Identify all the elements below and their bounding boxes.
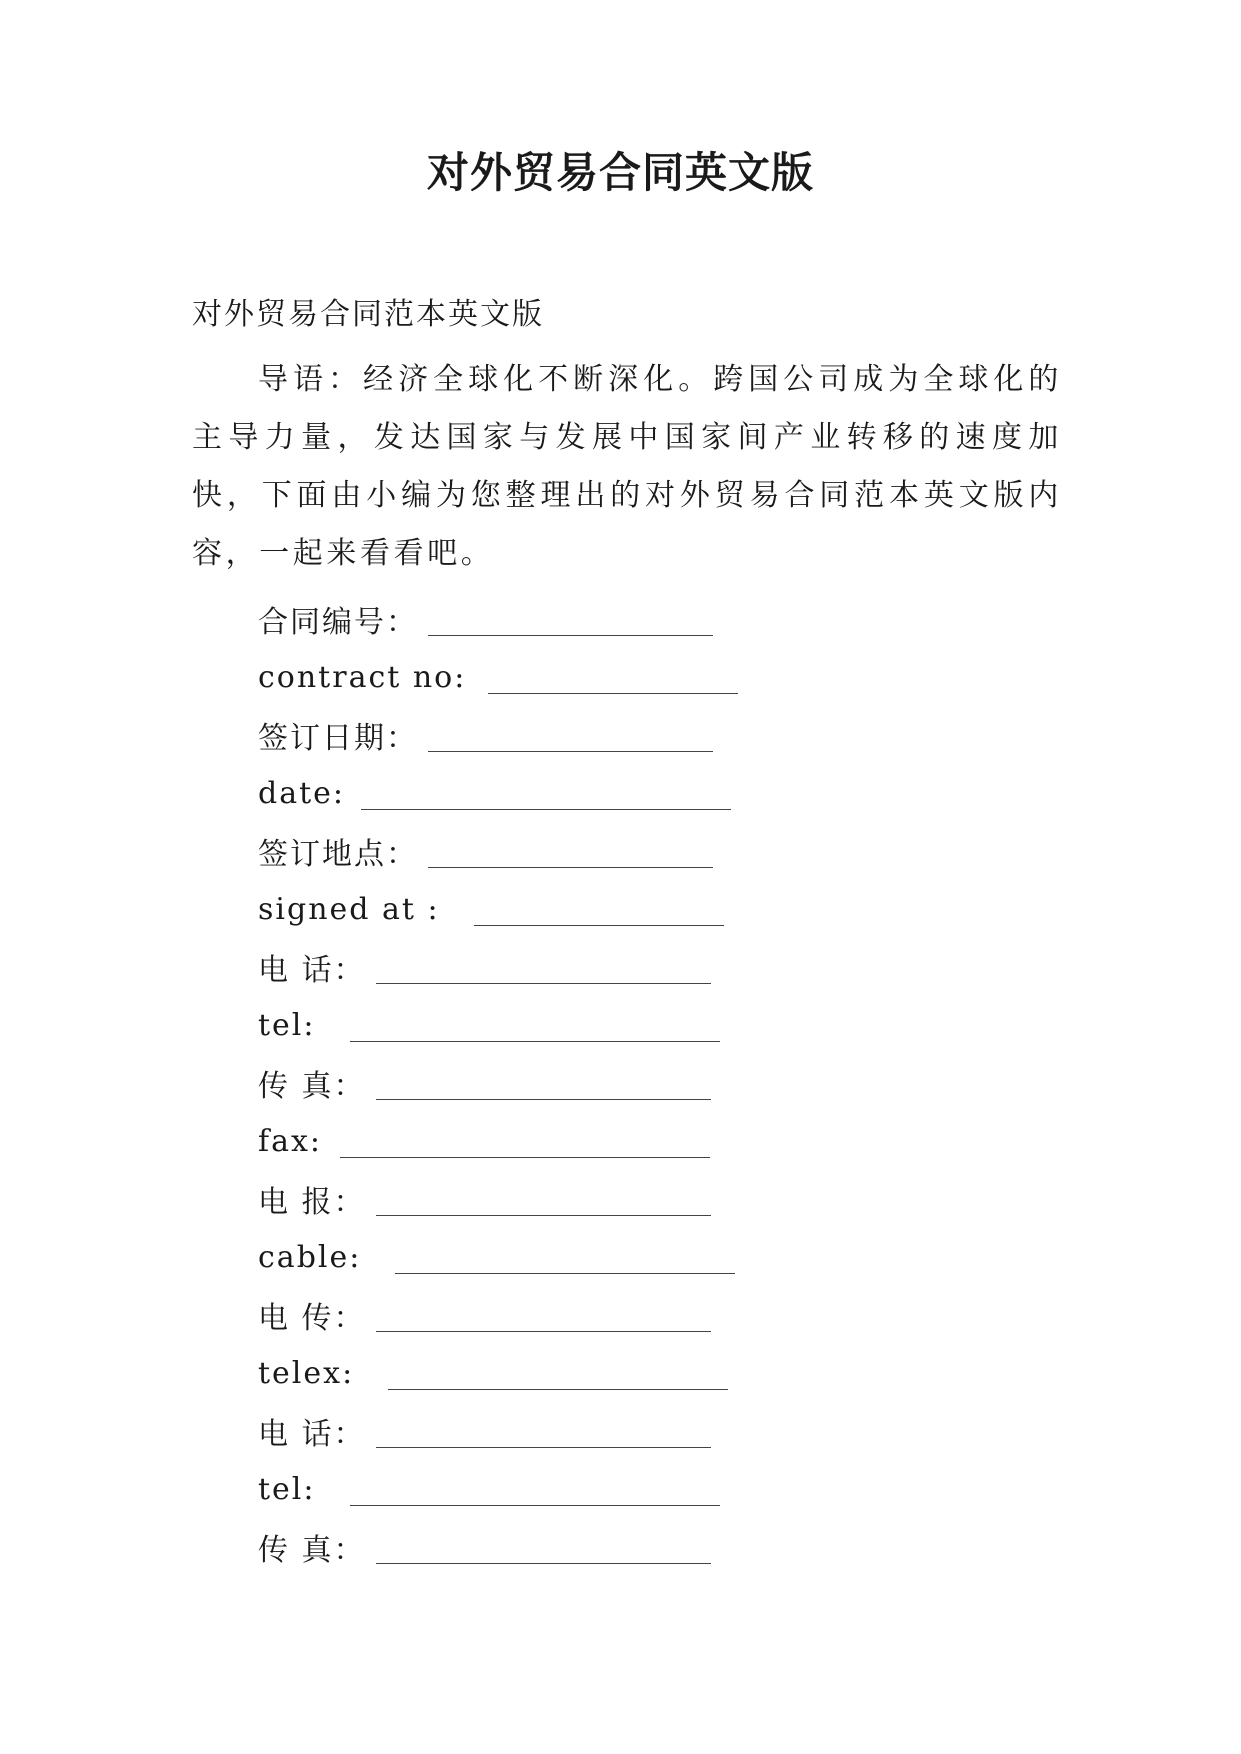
field-sign-place [258, 822, 1058, 880]
field-label: tel: [258, 1471, 316, 1507]
field-tel [258, 996, 1058, 1054]
field-label: 合同编号： [258, 605, 418, 640]
field-contract-no [258, 648, 1058, 706]
blank-line [474, 901, 724, 926]
blank-line [340, 1133, 710, 1158]
blank-line [488, 669, 738, 694]
field-telex-cn [258, 1286, 1058, 1344]
intro-paragraph: 导语：经济全球化不断深化。跨国公司成为全球化的主导力量，发达国家与发展中国家间产业转移的速度加快，下面由小编为您整理出的对外贸易合同范本英文版内容，一起来看看吧。 [192, 362, 1062, 571]
field-label: 传 真： [258, 1069, 366, 1104]
field-date [258, 764, 1058, 822]
field-phone-cn [258, 938, 1058, 996]
field-label: signed at : [258, 891, 440, 927]
blank-line [376, 1075, 711, 1100]
field-label: 电 话： [258, 953, 366, 988]
blank-line [361, 785, 731, 810]
field-label: tel: [258, 1007, 316, 1043]
field-label: 电 传： [258, 1301, 366, 1336]
blank-line [376, 1191, 711, 1216]
document-subtitle: 对外贸易合同范本英文版 [192, 297, 544, 332]
field-label: date: [258, 775, 346, 811]
field-label: telex: [258, 1355, 355, 1391]
field-telex [258, 1344, 1058, 1402]
field-label: 电 话： [258, 1417, 366, 1452]
field-tel-2 [258, 1460, 1058, 1518]
blank-line [350, 1017, 720, 1042]
blank-line [428, 611, 713, 636]
blank-line [376, 1539, 711, 1564]
field-cable-cn [258, 1170, 1058, 1228]
field-fax-cn-2 [258, 1518, 1058, 1576]
field-fax [258, 1112, 1058, 1170]
field-label: cable: [258, 1239, 362, 1275]
field-label: 签订日期： [258, 721, 418, 756]
blank-line [428, 727, 713, 752]
field-label: 传 真： [258, 1533, 366, 1568]
blank-line [395, 1249, 735, 1274]
document-title: 对外贸易合同英文版 [426, 148, 814, 197]
blank-line [376, 959, 711, 984]
field-label: contract no: [258, 659, 467, 695]
field-contract-number [258, 590, 1058, 648]
blank-line [388, 1365, 728, 1390]
blank-line [376, 1307, 711, 1332]
blank-line [428, 843, 713, 868]
field-label: fax: [258, 1123, 323, 1159]
field-fax-cn [258, 1054, 1058, 1112]
blank-line [350, 1481, 720, 1506]
field-label: 签订地点： [258, 837, 418, 872]
blank-line [376, 1423, 711, 1448]
field-signed-at [258, 880, 1058, 938]
field-sign-date [258, 706, 1058, 764]
field-label: 电 报： [258, 1185, 366, 1220]
field-cable [258, 1228, 1058, 1286]
contract-fields [258, 590, 1058, 1576]
field-phone-cn-2 [258, 1402, 1058, 1460]
